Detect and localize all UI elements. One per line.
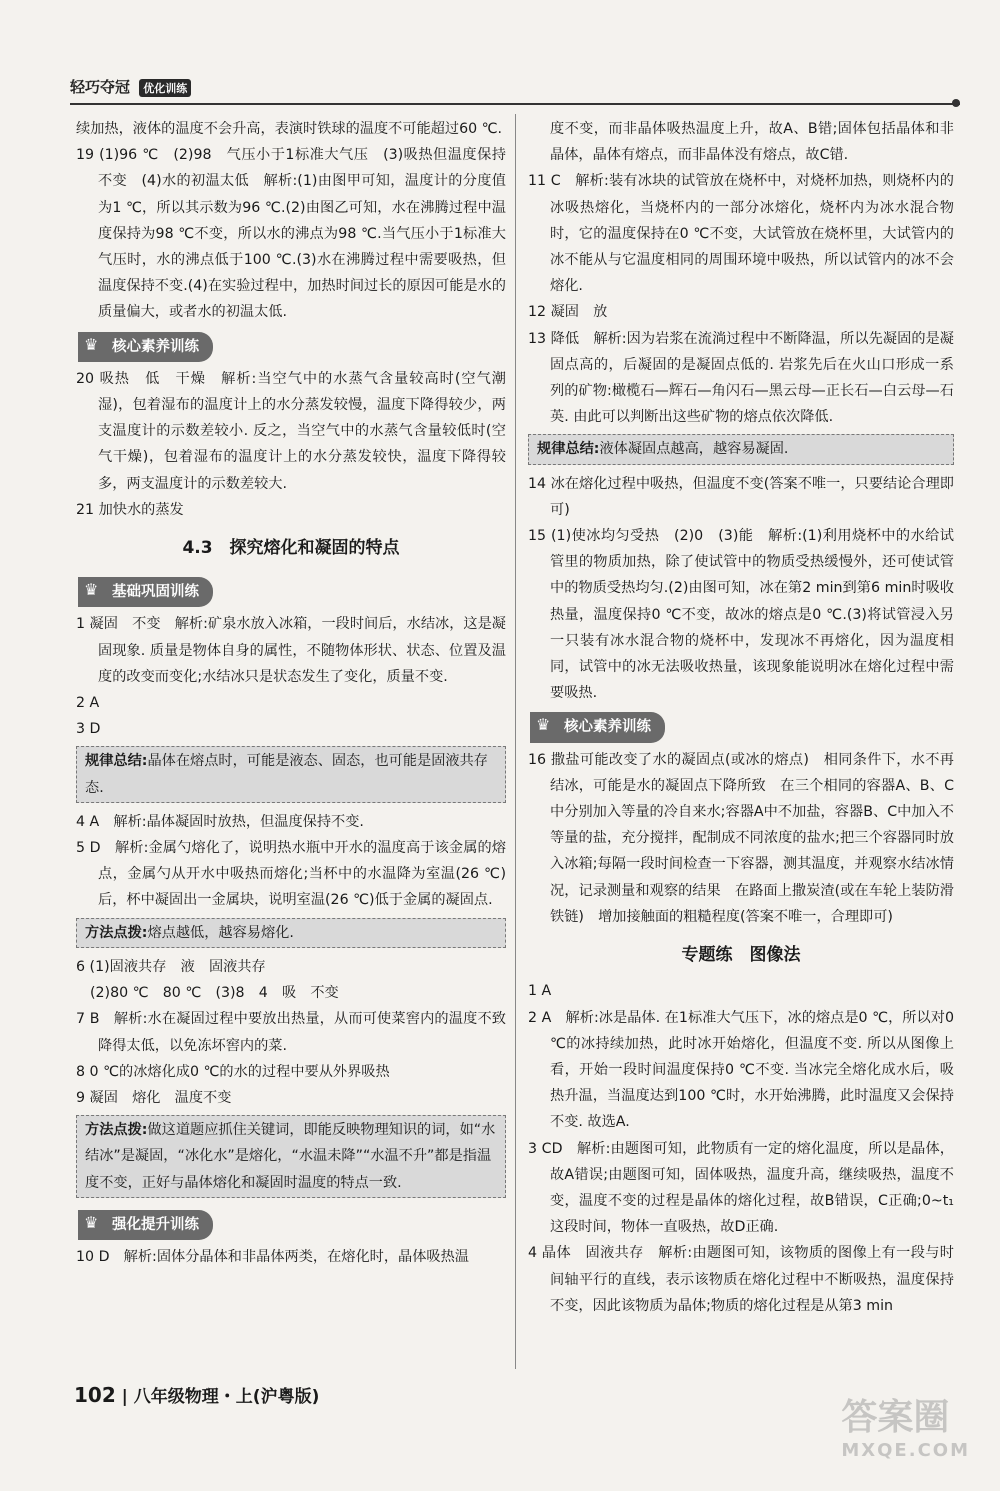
page-footer: 102 | 八年级物理・上(沪粤版) (74, 1383, 320, 1407)
brand-logo (70, 76, 191, 97)
answer-19: 19 (1)96 ℃ (2)98 气压小于1标准大气压 (3)吸热但温度保持不变 (4)水的初温太低 解析:(1)由图甲可知，温度计的分度值为1 ℃，所以其示数为96 ℃.(2)由图乙可知，水在沸腾过程中温度保持为98 ℃不变，所以水的沸点为98 ℃.当气压小于1标准大气压时，水的沸点低于100 ℃.(3)水在沸腾过程中需要吸热，但温度保持不变.(4)在实验过程中，加热时间过长的原因可能是水的质量偏大，或者水的初温太低. (76, 147, 506, 321)
tip-label: 规律总结: (537, 441, 600, 458)
tip-box (76, 918, 506, 948)
section-title: 4.3 探究熔化和凝固的特点 (182, 538, 400, 559)
answer-12: 12 凝固 放 (528, 304, 608, 321)
tip-text: 熔点越低，越容易熔化. (147, 924, 294, 941)
tip-label: 方法点拨: (85, 1122, 148, 1139)
answer-7: 7 B 解析:水在凝固过程中要放出热量，从而可使菜窖内的温度不致降得太低，以免冻坏窖内的菜. (76, 1011, 506, 1054)
graph-answer-3: 3 CD 解析:由题图可知，此物质有一定的熔化温度，所以是晶体，故A错误;由题图可知，固体吸热，温度升高，继续吸热，温度不变，温度不变的过程是晶体的熔化过程，故B错误，C正确;0~t₁这段时间，物体一直吸热，故D正确. (528, 1140, 954, 1236)
tip-text: 做这道题应抓住关键词，即能反映物理知识的词，如“水结冰”是凝固，“冰化水”是熔化，“水温未降”“水温不升”都是指温度不变，正好与晶体熔化和凝固时温度的特点一致. (85, 1122, 496, 1191)
watermark (841, 1389, 970, 1461)
section-banner: ♛ 核心素养训练 (78, 332, 213, 362)
answer-text: 度不变，而非晶体吸热温度上升，故A、B错;固体包括晶体和非晶体，晶体有熔点，而非晶体没有熔点，故C错. (550, 121, 954, 164)
answer-6-cont: (2)80 ℃ 80 ℃ (3)8 4 吸 不变 (90, 985, 339, 1002)
answer-6: 6 (1)固液共存 液 固液共存 (76, 958, 266, 975)
left-column (76, 116, 506, 1270)
page-header (70, 74, 960, 104)
book-title: 八年级物理・上(沪粤版) (133, 1387, 320, 1407)
section-title: 专题练 图像法 (681, 945, 801, 966)
tip-text: 液体凝固点越高，越容易凝固. (599, 441, 789, 458)
answer-13: 13 降低 解析:因为岩浆在流淌过程中不断降温，所以先凝固的是凝固点高的，后凝固的是凝固点低的. 岩浆先后在火山口形成一系列的矿物:橄榄石—辉石—角闪石—黑云母—正长石—白云母—石英. 由此可以判断出这些矿物的熔点依次降低. (528, 330, 954, 426)
answer-2: 2 A (76, 695, 100, 712)
answer-3: 3 D (76, 721, 101, 738)
answer-1: 1 凝固 不变 解析:矿泉水放入冰箱，一段时间后，水结冰，这是凝固现象. 质量是物体自身的属性，不随物体形状、状态、位置及温度的改变而变化;水结冰只是状态发生了变化，质量不变. (76, 616, 506, 685)
answer-5: 5 D 解析:金属勺熔化了，说明热水瓶中开水的温度高于该金属的熔点，金属勺从开水中吸热而熔化;当杯中的水温降为室温(26 ℃)后，杯中凝固出一金属块，说明室温(26 ℃)低于金属的凝固点. (76, 840, 506, 909)
brand-name: 轻巧夺冠 (70, 78, 131, 96)
answer-11: 11 C 解析:装有冰块的试管放在烧杯中，对烧杯加热，则烧杯内的冰吸热熔化，当烧杯内的一部分冰熔化，烧杯内为冰水混合物时，它的温度保持在0 ℃不变，大试管放在烧杯里，大试管内的冰不能从与它温度相同的周围环境中吸热，所以试管内的冰不会熔化. (528, 173, 954, 295)
section-banner: ♛ 核心素养训练 (530, 712, 665, 742)
page-number: 102 (74, 1383, 116, 1407)
watermark-text: 答案圈 (841, 1397, 950, 1438)
graph-answer-2: 2 A 解析:冰是晶体. 在1标准大气压下，冰的熔点是0 ℃，所以对0 ℃的冰持续加热，此时冰开始熔化，但温度不变. 所以从图像上看，开始一段时间温度保持0 ℃不变. 当冰完全熔化成水后，吸热升温，当温度达到100 ℃时，水开始沸腾，此时温度又会保持不变. 故选A. (528, 1009, 954, 1131)
section-banner: ♛ 基础巩固训练 (78, 577, 213, 607)
header-dot (952, 99, 960, 107)
answer-15: 15 (1)使冰均匀受热 (2)0 (3)能 解析:(1)利用烧杯中的水给试管里的物质加热，除了使试管中的物质受热缓慢外，还可使试管中的物质受热均匀.(2)由图可知，冰在第2 min到第6 min时吸收热量，温度保持0 ℃不变，故冰的熔点是0 ℃.(3)将试管浸入另一只装有冰水混合物的烧杯中，发现冰不再熔化，因为温度相同，试管中的冰无法吸收热量，该现象能说明冰在熔化过程中需要吸热. (528, 528, 954, 702)
answer-text: 续加热，液体的温度不会升高，表演时铁球的温度不可能超过60 ℃. (76, 121, 503, 137)
tip-label: 规律总结: (85, 753, 148, 770)
answer-9: 9 凝固 熔化 温度不变 (76, 1089, 232, 1106)
graph-answer-1: 1 A (528, 983, 552, 1000)
column-divider (515, 114, 516, 1369)
answer-4: 4 A 解析:晶体凝固时放热，但温度保持不变. (76, 813, 364, 830)
answer-16: 16 撒盐可能改变了水的凝固点(或冰的熔点) 相同条件下，水不再结冰，可能是水的凝固点下降所致 在三个相同的容器A、B、C中分别加入等量的冷自来水;容器A中不加盐，容器B、C中加入不等量的盐，充分搅拌，配制成不同浓度的盐水;把三个容器同时放入冰箱;每隔一段时间检查一下容器，测其温度，并观察水结冰情况，记录测量和观察的结果 在路面上撒炭渣(或在车轮上装防滑铁链) 增加接触面的粗糙程度(答案不唯一，合理即可) (528, 751, 954, 925)
tip-box (528, 434, 954, 464)
tip-text: 晶体在熔点时，可能是液态、固态，也可能是固液共存态. (85, 753, 488, 796)
section-banner: ♛ 强化提升训练 (78, 1210, 213, 1240)
answer-10: 10 D 解析:固体分晶体和非晶体两类，在熔化时，晶体吸热温 (76, 1248, 469, 1265)
brand-badge: 优化训练 (139, 79, 191, 97)
graph-answer-4: 4 晶体 固液共存 解析:由题图可知，该物质的图像上有一段与时间轴平行的直线，表示该物质在熔化过程中不断吸热，温度保持不变，因此该物质为晶体;物质的熔化过程是从第3 min (528, 1245, 954, 1314)
tip-box (76, 1115, 506, 1198)
answer-20: 20 吸热 低 干燥 解析:当空气中的水蒸气含量较高时(空气潮湿)，包着湿布的温度计上的水分蒸发较慢，温度下降得较少，两支温度计的示数差较小. 反之，当空气中的水蒸气含量较低时(空气干燥)，包着湿布的温度计上的水分蒸发较快，温度下降得较多，两支温度计的示数差较大. (76, 370, 506, 492)
answer-8: 8 0 ℃的冰熔化成0 ℃的水的过程中要从外界吸热 (76, 1063, 390, 1080)
header-rule (70, 103, 960, 105)
answer-14: 14 冰在熔化过程中吸热，但温度不变(答案不唯一，只要结论合理即可) (528, 475, 954, 518)
watermark-url: MXQE.COM (841, 1440, 970, 1461)
tip-box (76, 746, 506, 802)
answer-21: 21 加快水的蒸发 (76, 501, 184, 518)
tip-label: 方法点拨: (85, 924, 148, 941)
right-column (528, 116, 954, 1319)
